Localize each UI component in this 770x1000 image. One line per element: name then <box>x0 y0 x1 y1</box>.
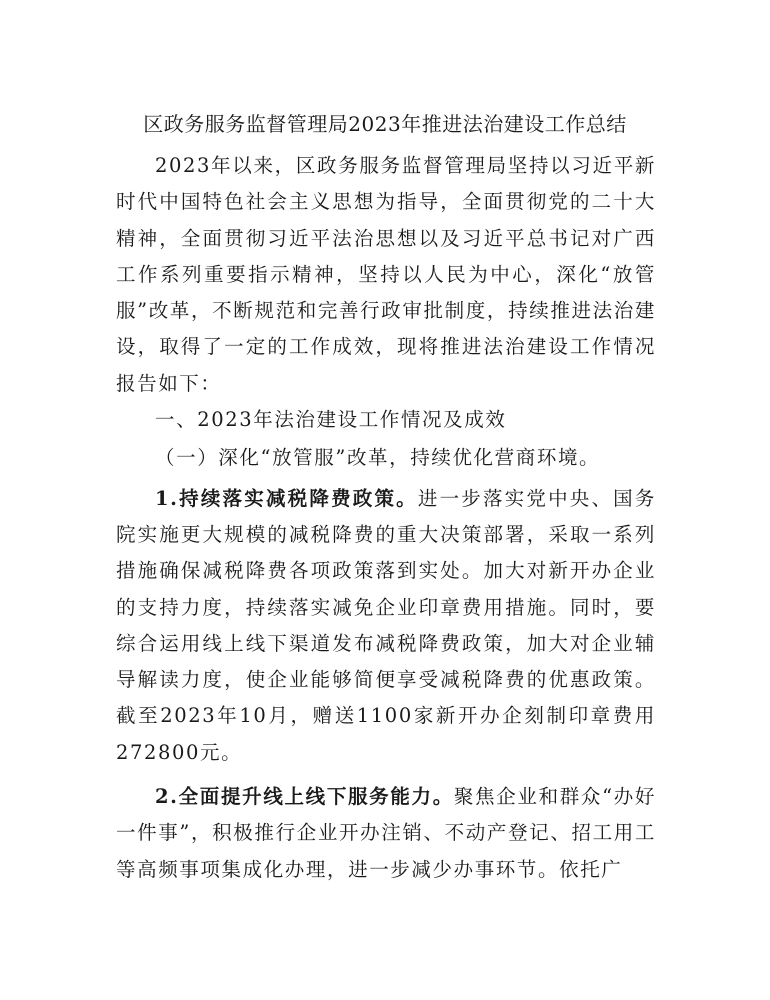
subsection-heading: （一）深化“放管服”改革，持续优化营商环境。 <box>155 446 601 470</box>
item-2-text: 聚焦企业和群众“办好一件事”，积极推行企业开办注销、不动产登记、招工用工等高频事项集成化办理，进一步减少办事环节。依托广 <box>116 785 656 881</box>
intro-paragraph: 2023年以来，区政务服务监督管理局坚持以习近平新时代中国特色社会主义思想为指导，全面贯彻党的二十大精神，全面贯彻习近平法治思想以及习近平总书记对广西工作系列重要指示精神，坚持以人民为中心，深化“放管服”改革，不断规范和完善行政审批制度，持续推进法治建设，取得了一定的工作成效，现将推进法治建设工作情况报告如下： <box>116 154 656 395</box>
document-title: 区政务服务监督管理局2023年推进法治建设工作总结 <box>143 112 627 136</box>
item-paragraph-1 <box>116 481 656 771</box>
item-1-text: 进一步落实党中央、国务院实施更大规模的减税降费的重大决策部署，采取一系列措施确保减税降费各项政策落到实处。加大对新开办企业的支持力度，持续落实减免企业印章费用措施。同时，要综合运用线上线下渠道发布减税降费政策，加大对企业辅导解读力度，使企业能够简便享受减税降费的优惠政策。截至2023年10月，赠送1100家新开办企刻制印章费用272800元。 <box>116 486 656 764</box>
item-2-title: 2.全面提升线上线下服务能力。 <box>155 785 454 809</box>
item-1-title: 1.持续落实减税降费政策。 <box>155 486 418 510</box>
section-heading: 一、2023年法治建设工作情况及成效 <box>155 408 507 432</box>
item-paragraph-2 <box>116 779 656 888</box>
document-body <box>116 148 656 896</box>
